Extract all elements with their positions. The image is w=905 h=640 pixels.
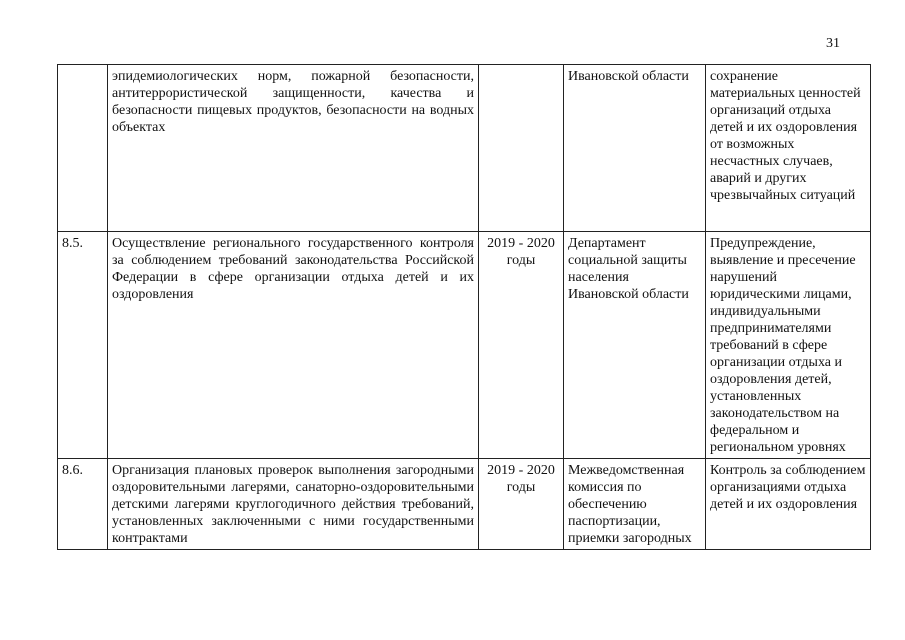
item-number-cell: 8.5.: [58, 232, 108, 459]
executor-cell: Ивановской области: [564, 65, 706, 232]
result-cell: сохранение материальных ценностей организаций отдыха детей и их оздоровления от возможных несчастных случаев, аварий и других чрезвычайных ситуаций: [706, 65, 871, 232]
term-cell: 2019 - 2020 годы: [479, 459, 564, 550]
item-number-cell: 8.6.: [58, 459, 108, 550]
activity-cell: Организация плановых проверок выполнения загородными оздоровительными лагерями, санаторно-оздоровительными детскими лагерями круглогодичного действия требований, установленных заключенными с ними государственными контрактами: [108, 459, 479, 550]
table-row: [58, 459, 871, 550]
page-number: 31: [826, 36, 840, 51]
table-row: [58, 65, 871, 232]
executor-cell: Межведомственная комиссия по обеспечению паспортизации, приемки загородных: [564, 459, 706, 550]
result-cell: Контроль за соблюдением организациями отдыха детей и их оздоровления: [706, 459, 871, 550]
activity-plan-table: [57, 64, 871, 550]
table-row: [58, 232, 871, 459]
activity-cell: эпидемиологических норм, пожарной безопасности, антитеррористической защищенности, качества и безопасности пищевых продуктов, безопасности на водных объектах: [108, 65, 479, 232]
activity-cell: Осуществление регионального государственного контроля за соблюдением требований законодательства Российской Федерации в сфере организации отдыха детей и их оздоровления: [108, 232, 479, 459]
item-number-cell: [58, 65, 108, 232]
term-cell: [479, 65, 564, 232]
executor-cell: Департамент социальной защиты населения Ивановской области: [564, 232, 706, 459]
result-cell: Предупреждение, выявление и пресечение нарушений юридическими лицами, индивидуальными предпринимателями требований в сфере организации отдыха и оздоровления детей, установленных законодательством на федеральном и региональном уровнях: [706, 232, 871, 459]
term-cell: 2019 - 2020 годы: [479, 232, 564, 459]
